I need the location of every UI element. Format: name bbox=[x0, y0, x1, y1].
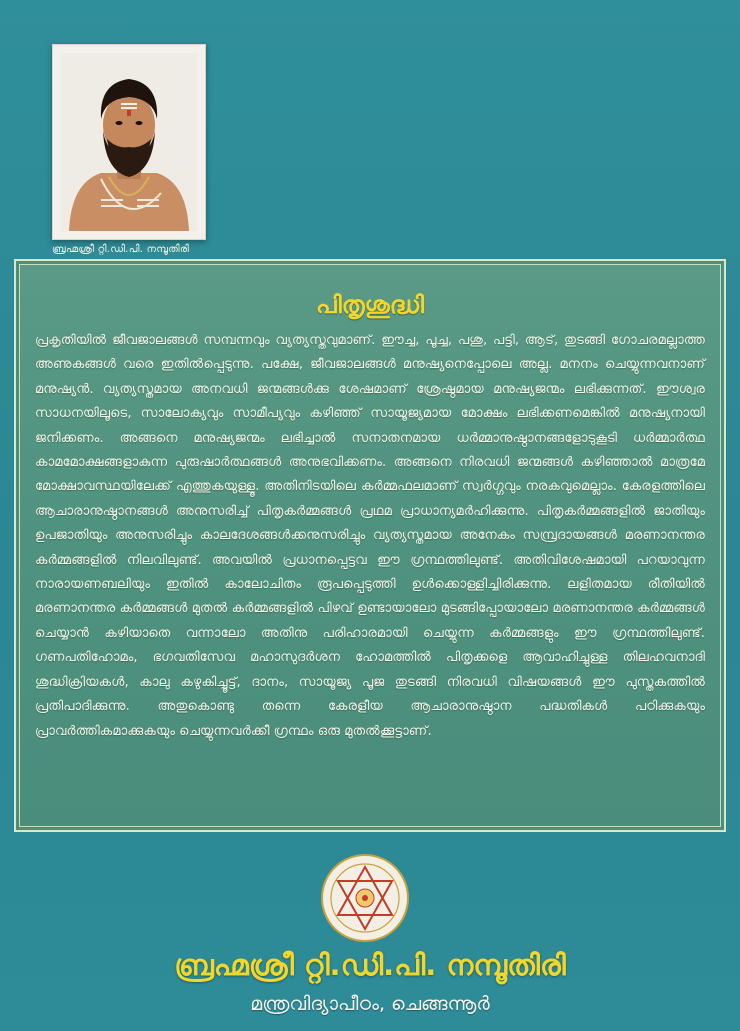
article-title: പിതൃശുദ്ധി bbox=[315, 291, 425, 319]
photo-caption: ബ്രഹ്മശ്രീ റ്റി.ഡി.പി. നമ്പൂതിരി bbox=[52, 244, 190, 255]
article-body: പ്രകൃതിയിൽ ജീവജാലങ്ങൾ സമ്പന്നവും വ്യത്യസ്തവുമാണ്. ഈച്ച, പൂച്ച, പശു, പട്ടി, ആട്, തുടങ്ങി ഗോചരമല്ലാത്ത അണുകങ്ങൾ വരെ ഇതിൽപ്പെടുന്നു. പക്ഷേ, ജീവജാലങ്ങൾ മനുഷ്യനെപ്പോലെ അല്ല. മനനം ചെയ്യുന്നവനാണ് മനുഷ്യൻ. വ്യത്യസ്തമായ അനവധി ജന്മങ്ങൾക്കു ശേഷമാണ് ശ്രേഷ്ഠമായ മനുഷ്യജന്മം ലഭിക്കുന്നത്. ഈശ്വര സാധനയിലൂടെ, സാലോക്യവും സാമീപ്യവും കഴിഞ്ഞ് സായൂജ്യമായ മോക്ഷം ലഭിക്കണമെങ്കിൽ മനുഷ്യനായി ജനിക്കണം. അങ്ങനെ മനുഷ്യജന്മം ലഭിച്ചാൽ സനാതനമായ ധർമ്മാനുഷ്ഠാനങ്ങളോടുകൂടി ധർമ്മാർത്ഥ കാമമോക്ഷങ്ങളാകുന്ന പുരുഷാർത്ഥങ്ങൾ അനുഭവിക്കണം. അങ്ങനെ നിരവധി ജന്മങ്ങൾ കഴിഞ്ഞാൽ മാത്രമേ മോക്ഷാവസ്ഥയിലേക്ക് എത്തുകയുള്ളൂ. അതിനിടയിലെ കർമ്മഫലമാണ് സ്വർഗ്ഗവും നരകവുമെല്ലാം. കേരളത്തിലെ ആചാരാനുഷ്ഠാനങ്ങൾ അനുസരിച്ച് പിതൃകർമ്മങ്ങൾ പ്രഥമ പ്രാധാന്യമർഹിക്കുന്നു. പിതൃകർമ്മങ്ങളിൽ ജാതിയും ഉപജാതിയും അനുസരിച്ചും കാലദേശങ്ങൾക്കനുസരിച്ചും വ്യത്യസ്തമായ അനേകം സമ്പ്രദായങ്ങൾ മരണാനന്തര കർമ്മങ്ങളിൽ നിലവിലുണ്ട്. അവയിൽ പ്രധാനപ്പെട്ടവ ഈ ഗ്രന്ഥത്തിലുണ്ട്. അതിവിശേഷമായി പറയാവുന്ന നാരായണബലിയും ഇതിൽ കാലോചിതം രൂപപ്പെടുത്തി ഉൾക്കൊള്ളിച്ചിരിക്കുന്നു. ലളിതമായ രീതിയിൽ മരണാനന്തര കർമ്മങ്ങൾ മുതൽ കർമ്മങ്ങളിൽ പിഴവ് ഉണ്ടായാലോ മുടങ്ങിപ്പോയാലോ മരണാനന്തര കർമ്മങ്ങൾ ചെയ്യാൻ കഴിയാതെ വന്നാലോ അതിനു പരിഹാരമായി ചെയ്യുന്ന കർമ്മങ്ങളും ഈ ഗ്രന്ഥത്തിലുണ്ട്. ഗണപതിഹോമം, ഭഗവതിസേവ മഹാസുദർശന ഹോമത്തിൽ പിതൃക്കളെ ആവാഹിച്ചുള്ള തിലഹവനാദി ശുദ്ധിക്രിയകൾ, കാലു കഴുകിച്ചൂട്ട്, ദാനം, സായൂജ്യ പൂജ തുടങ്ങി നിരവധി വിഷയങ്ങൾ ഈ പുസ്തകത്തിൽ പ്രതിപാദിക്കുന്നു. അതുകൊണ്ടു തന്നെ കേരളീയ ആചാരാനുഷ്ഠാന പദ്ധതികൾ പഠിക്കുകയും പ്രാവർത്തികമാക്കുകയും ചെയ്യുന്നവർക്കീ ഗ്രന്ഥം ഒരു മുതൽക്കൂട്ടാണ്. bbox=[35, 333, 705, 739]
author-portrait-image bbox=[61, 53, 197, 231]
description-panel bbox=[14, 259, 726, 832]
publisher-seal-logo bbox=[320, 853, 410, 943]
publisher-place: മന്ത്രവിദ്യാപീഠം, ചെങ്ങന്നൂർ bbox=[250, 993, 490, 1015]
author-photo bbox=[52, 44, 206, 240]
author-name: ബ്രഹ്മശ്രീ റ്റി.ഡി.പി. നമ്പൂതിരി bbox=[174, 948, 566, 982]
